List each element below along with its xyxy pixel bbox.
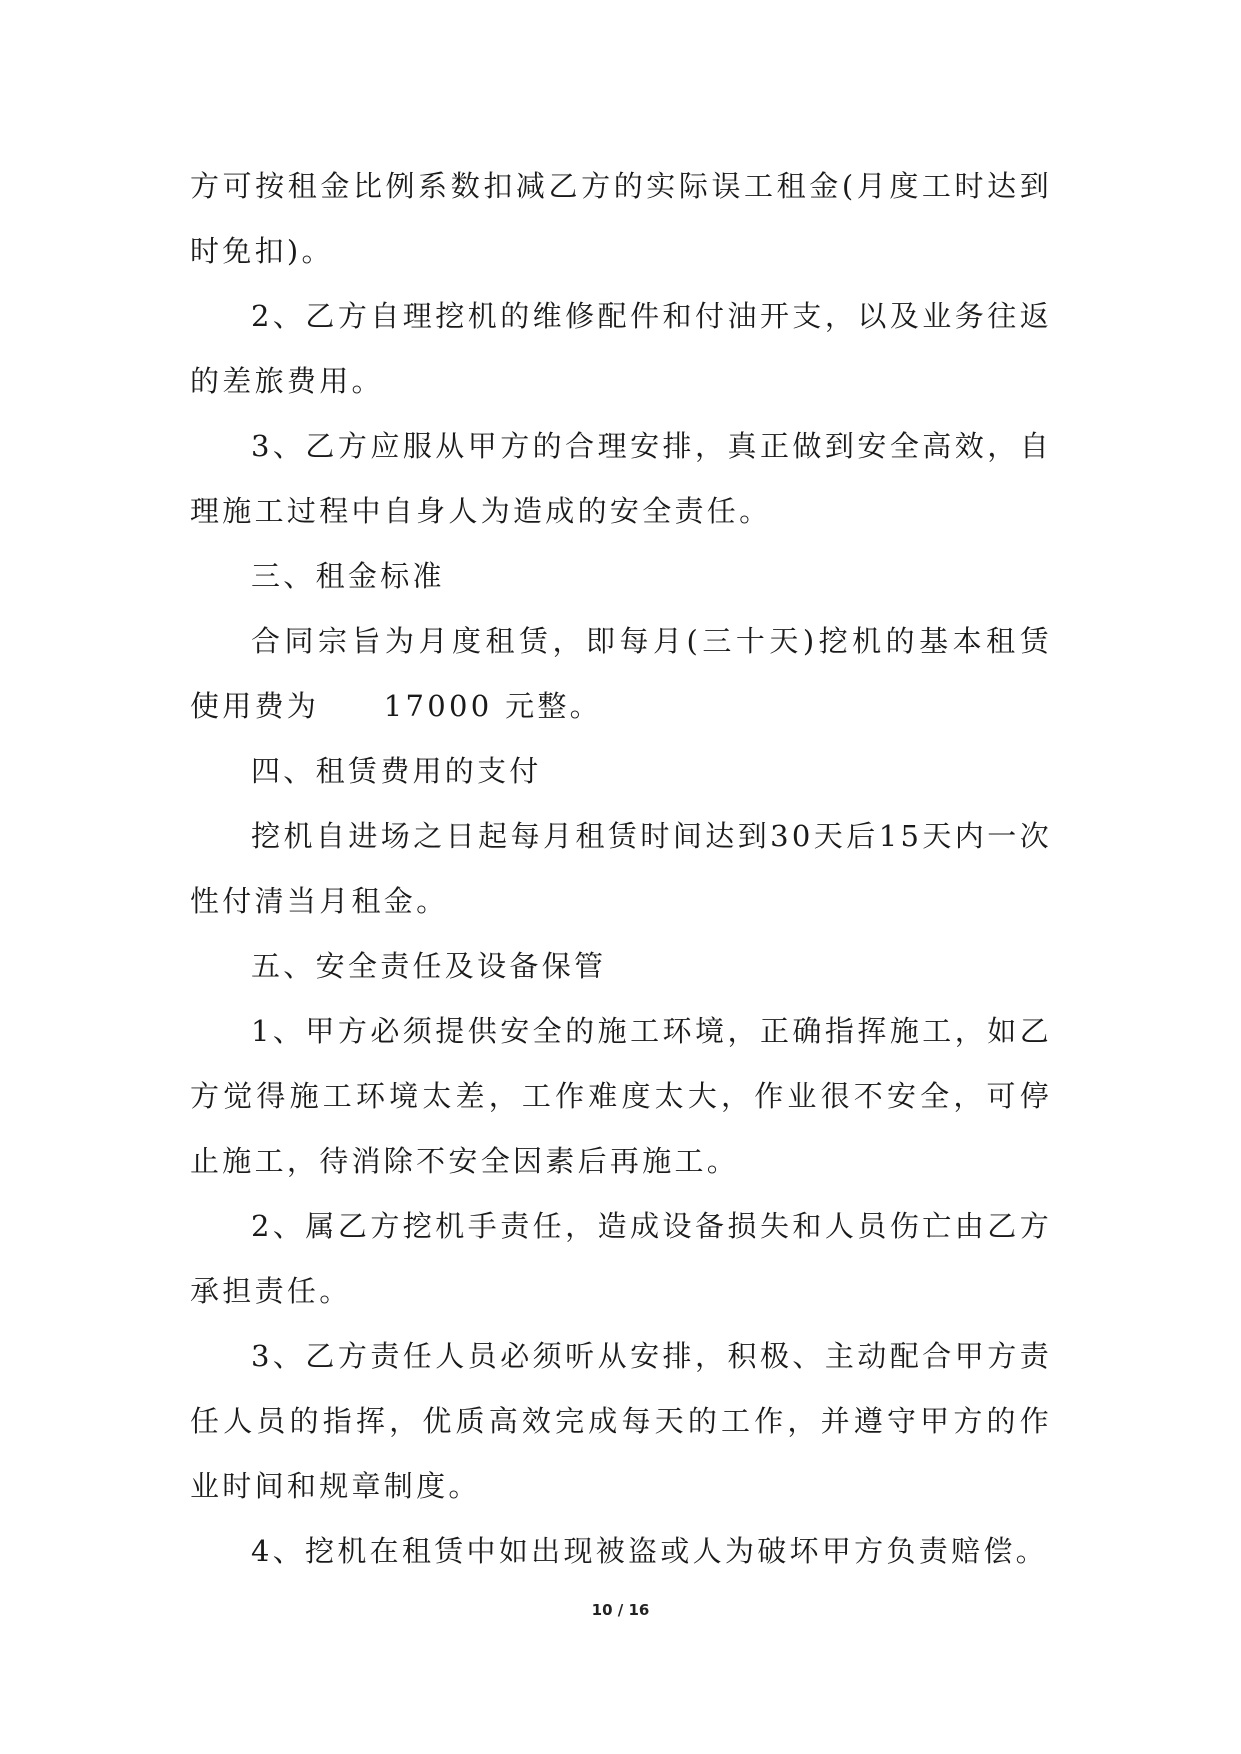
paragraph: 合同宗旨为月度租赁，即每月(三十天)挖机的基本租赁使用费为 17000 元整。 <box>190 624 1052 723</box>
paragraph: 3、乙方责任人员必须听从安排，积极、主动配合甲方责任人员的指挥，优质高效完成每天的工作，并遵守甲方的作业时间和规章制度。 <box>190 1339 1052 1503</box>
page-number: 10 / 16 <box>591 1601 650 1619</box>
section-heading: 三、租金标准 <box>251 559 445 593</box>
paragraph: 4、挖机在租赁中如出现被盗或人为破坏甲方负责赔偿。 <box>251 1534 1048 1568</box>
paragraph: 挖机自进场之日起每月租赁时间达到30天后15天内一次性付清当月租金。 <box>190 819 1052 918</box>
paragraph: 2、属乙方挖机手责任，造成设备损失和人员伤亡由乙方承担责任。 <box>190 1209 1052 1308</box>
paragraph: 2、乙方自理挖机的维修配件和付油开支，以及业务往返的差旅费用。 <box>190 299 1052 398</box>
section-heading: 五、安全责任及设备保管 <box>251 949 607 983</box>
document-body <box>190 154 1052 1584</box>
section-heading: 四、租赁费用的支付 <box>251 754 542 788</box>
paragraph: 1、甲方必须提供安全的施工环境，正确指挥施工，如乙方觉得施工环境太差，工作难度太大，作业很不安全，可停止施工，待消除不安全因素后再施工。 <box>190 1014 1052 1178</box>
paragraph: 3、乙方应服从甲方的合理安排，真正做到安全高效，自理施工过程中自身人为造成的安全责任。 <box>190 429 1052 528</box>
paragraph: 方可按租金比例系数扣减乙方的实际误工租金(月度工时达到时免扣)。 <box>190 169 1052 268</box>
